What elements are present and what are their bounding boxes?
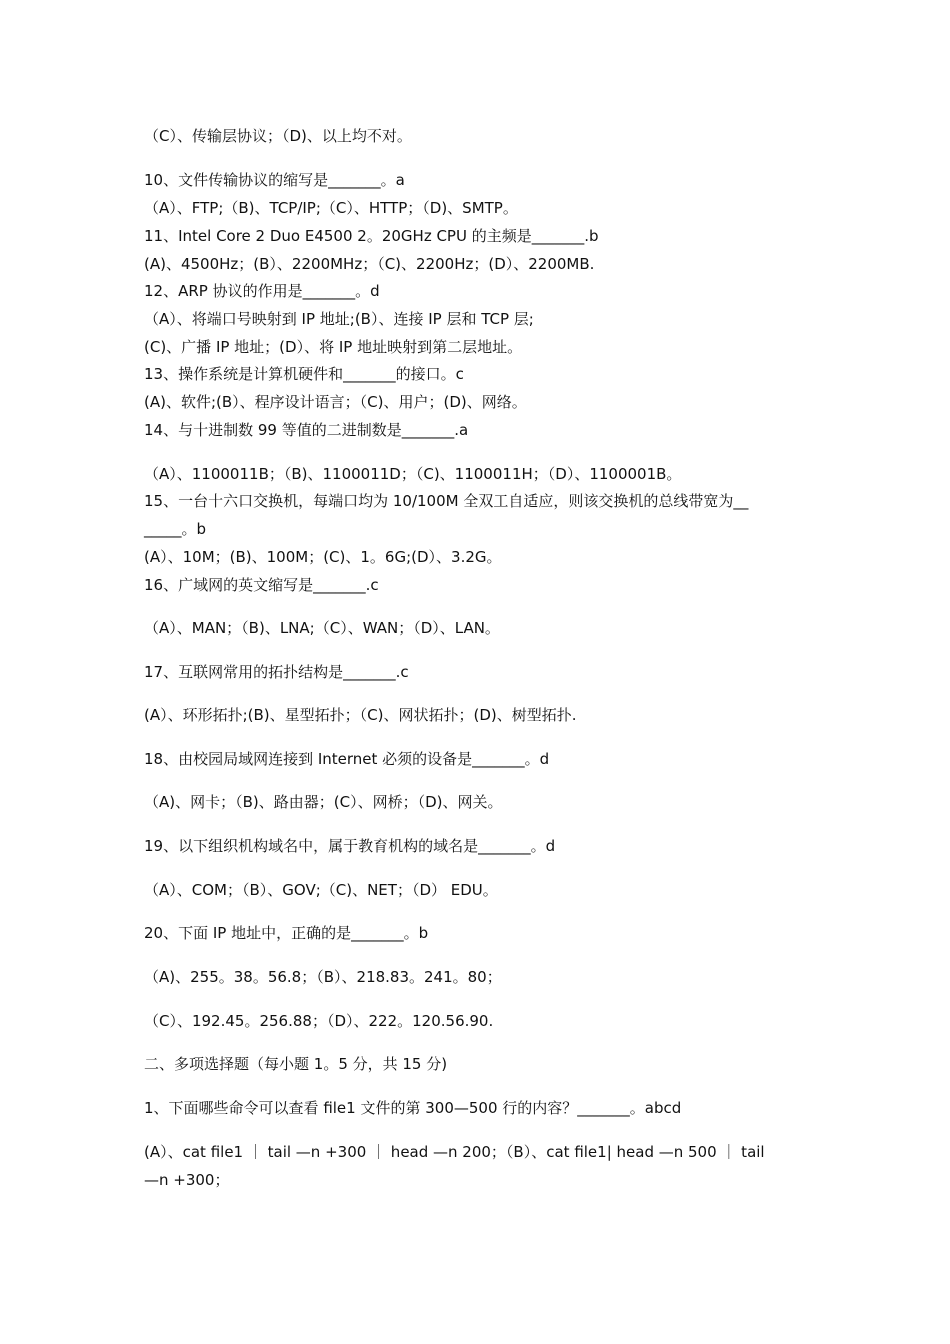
question-18: 18、由校园局域网连接到 Internet 必须的设备是_______。d — [144, 750, 550, 768]
question-20-options-line-2: （C）、192.45。256.88；（D）、222。120.56.90. — [144, 1012, 494, 1030]
question-14: 14、与十进制数 99 等值的二进制数是_______.a — [144, 421, 469, 439]
question-16-options: （A）、MAN；（B)、LNA;（C）、WAN；（D）、LAN。 — [144, 619, 500, 637]
multi-question-1-options-line-1: (A）、cat file1 ｜ tail —n +300 ｜ head —n 200；（B）、cat file1| head —n 500 ｜ tail — [144, 1143, 765, 1161]
question-14-options: （A）、1100011B；（B)、1100011D；（C)、1100011H；（D）、1100001B。 — [144, 465, 682, 483]
question-10-options: （A）、FTP;（B)、TCP/IP;（C）、HTTP；（D)、SMTP。 — [144, 199, 518, 217]
question-15-line-1: 15、一台十六口交换机，每端口均为 10/100M 全双工自适应，则该交换机的总线带宽为__ — [144, 492, 749, 510]
question-12-options-line-1: （A）、将端口号映射到 IP 地址;(B）、连接 IP 层和 TCP 层; — [144, 310, 534, 328]
question-13: 13、操作系统是计算机硬件和_______的接口。c — [144, 365, 464, 383]
question-10: 10、文件传输协议的缩写是_______。a — [144, 171, 405, 189]
question-17: 17、互联网常用的拓扑结构是_______.c — [144, 663, 409, 681]
multi-question-1: 1、下面哪些命令可以查看 file1 文件的第 300—500 行的内容？_______。abcd — [144, 1099, 682, 1117]
question-18-options: （A)、网卡；（B)、路由器；(C）、网桥；（D)、网关。 — [144, 793, 503, 811]
multi-question-1-options-line-2: —n +300； — [144, 1171, 230, 1189]
question-13-options: (A)、软件;(B）、程序设计语言；（C)、用户；(D)、网络。 — [144, 393, 527, 411]
question-15-line-2: _____。b — [144, 520, 207, 538]
question-12-options-line-2: (C)、广播 IP 地址；(D）、将 IP 地址映射到第二层地址。 — [144, 338, 523, 356]
question-20: 20、下面 IP 地址中，正确的是_______。b — [144, 924, 429, 942]
question-12: 12、ARP 协议的作用是_______。d — [144, 282, 380, 300]
question-16: 16、广域网的英文缩写是_______.c — [144, 576, 379, 594]
question-9-options-continued: （C）、传输层协议；（D)、以上均不对。 — [144, 127, 412, 145]
question-20-options-line-1: （A)、255。38。56.8；（B）、218.83。241。80； — [144, 968, 502, 986]
question-15-options: (A）、10M；(B)、100M；(C)、1。6G;(D）、3.2G。 — [144, 548, 502, 566]
question-19: 19、以下组织机构域名中，属于教育机构的域名是_______。d — [144, 837, 556, 855]
question-19-options: （A）、COM；（B）、GOV;（C)、NET；（D） EDU。 — [144, 881, 498, 899]
section-heading-multiple-choice: 二、多项选择题（每小题 1。5 分，共 15 分) — [144, 1055, 448, 1073]
question-11-options: (A)、4500Hz；(B）、2200MHz；（C)、2200Hz；(D）、2200MB. — [144, 255, 595, 273]
question-17-options: (A）、环形拓扑;(B)、星型拓扑；（C)、网状拓扑；(D)、树型拓扑. — [144, 706, 577, 724]
question-11: 11、Intel Core 2 Duo E4500 2。20GHz CPU 的主频是_______.b — [144, 227, 599, 245]
